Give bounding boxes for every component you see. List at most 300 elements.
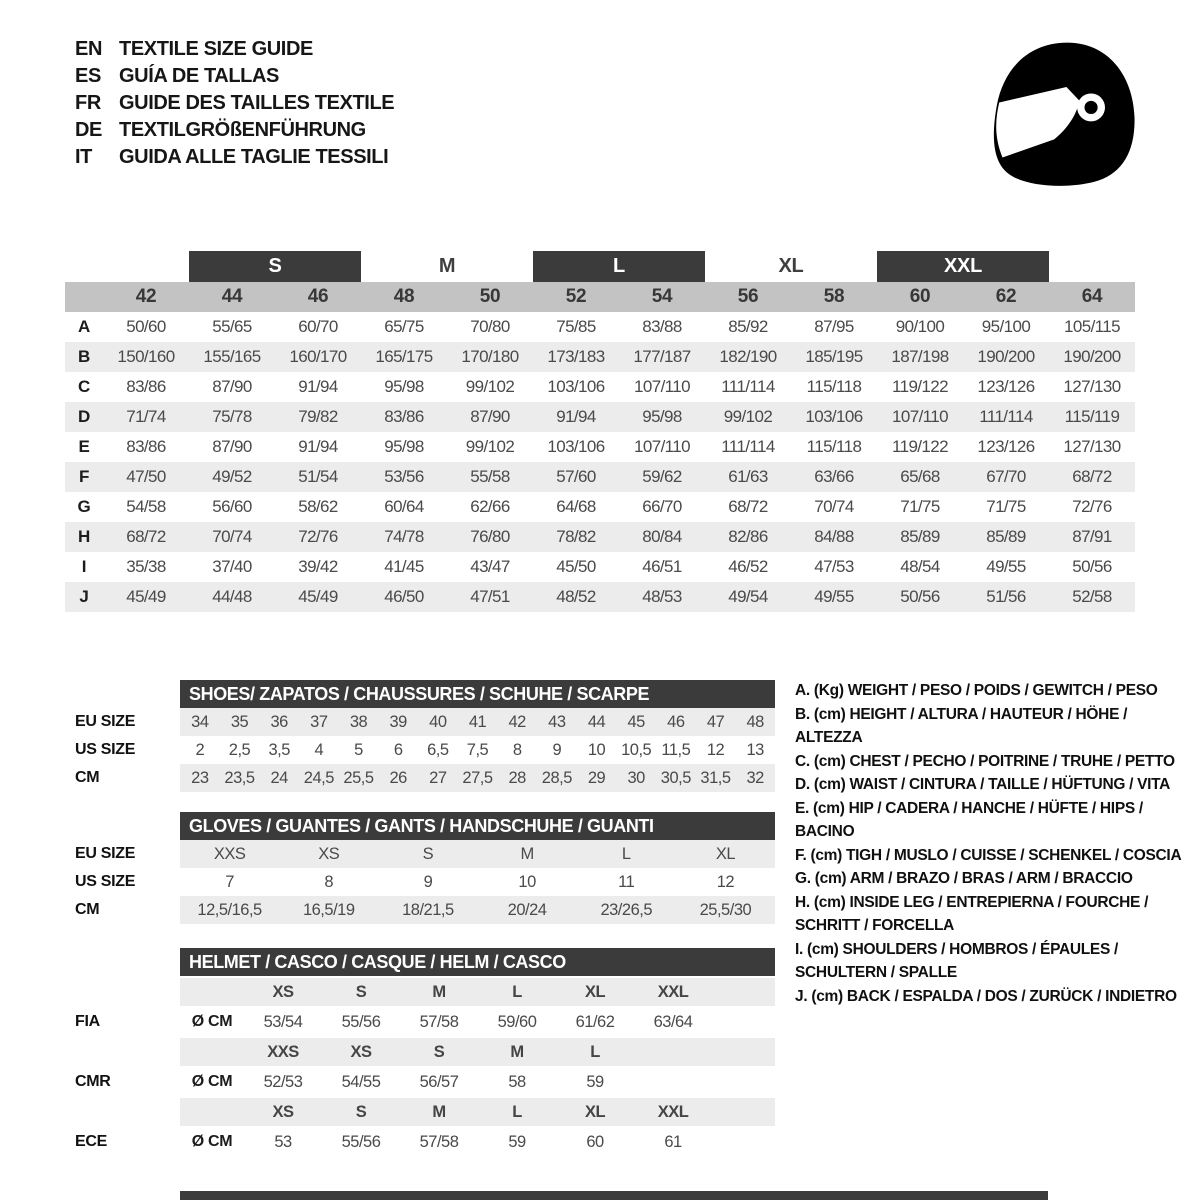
measurement-cell: 182/190 — [719, 347, 777, 366]
measurement-cell: 111/114 — [721, 437, 775, 456]
measurement-cell: 155/165 — [203, 347, 261, 366]
measurement-cell: 115/118 — [806, 377, 862, 396]
helmet-size-label: XL — [584, 982, 606, 1001]
helmet-standard-label: ECE — [75, 1133, 107, 1150]
helmet-cell: 54/55 — [341, 1072, 381, 1091]
helmet-cell: 55/56 — [341, 1012, 381, 1031]
measurement-legend — [795, 679, 1187, 1008]
helmet-values-row — [180, 1068, 775, 1096]
measurement-cell: 45/50 — [556, 557, 596, 576]
legend-item: E. (cm) HIP / CADERA / HANCHE / HÜFTE / HIPS / BACINO — [795, 799, 1143, 840]
shoes-cell: 2 — [195, 740, 205, 759]
measurement-cell: 61/63 — [728, 467, 768, 486]
helmet-cell: 59 — [586, 1072, 604, 1091]
measurement-cell: 46/50 — [384, 587, 424, 606]
size-column-header: 50 — [479, 286, 501, 307]
measurement-cell: 60/64 — [384, 497, 424, 516]
measurement-cell: 78/82 — [556, 527, 596, 546]
measurement-cell: 47/53 — [814, 557, 854, 576]
measurement-cell: 150/160 — [117, 347, 175, 366]
measurement-cell: 91/94 — [298, 437, 338, 456]
shoes-cell: 37 — [310, 712, 328, 731]
gloves-row-label: EU SIZE — [75, 845, 136, 862]
measurement-cell: 47/50 — [126, 467, 166, 486]
measurement-cell: 71/75 — [900, 497, 940, 516]
legend-item: H. (cm) INSIDE LEG / ENTREPIERNA / FOURCHE / SCHRITT / FORCELLA — [795, 893, 1149, 934]
size-column-header: 62 — [995, 286, 1017, 307]
measurement-cell: 65/68 — [900, 467, 940, 486]
measurement-cell: 49/55 — [814, 587, 854, 606]
measurement-cell: 68/72 — [728, 497, 768, 516]
shoes-row — [180, 708, 775, 736]
shoes-cell: 8 — [512, 740, 522, 759]
helmet-cell: 58 — [508, 1072, 526, 1091]
measurement-cell: 85/89 — [900, 527, 940, 546]
diameter-unit-label: Ø CM — [191, 1073, 233, 1090]
measurement-cell: 66/70 — [642, 497, 682, 516]
measurement-cell: 123/126 — [977, 437, 1035, 456]
measurement-cell: 107/110 — [634, 377, 690, 396]
language-title-list — [75, 36, 394, 171]
shoes-cell: 43 — [548, 712, 566, 731]
shoes-cell: 5 — [354, 740, 363, 759]
gloves-cell: XS — [318, 844, 340, 863]
measurement-row-label: E — [78, 437, 90, 456]
gloves-cell: 25,5/30 — [699, 900, 752, 919]
diameter-unit-label: Ø CM — [191, 1013, 233, 1030]
guide-title: TEXTILE SIZE GUIDE — [119, 38, 313, 60]
measurement-cell: 71/74 — [126, 407, 166, 426]
shoes-cell: 36 — [270, 712, 288, 731]
helmet-cell: 55/56 — [341, 1132, 381, 1151]
measurement-row-label: H — [78, 527, 90, 546]
guide-title: GUIDE DES TAILLES TEXTILE — [119, 92, 395, 114]
cropped-section-bar — [180, 1191, 1048, 1200]
measurement-cell: 123/126 — [977, 377, 1035, 396]
size-group-label: S — [189, 251, 361, 282]
measurement-cell: 85/92 — [728, 317, 768, 336]
measurement-cell: 80/84 — [642, 527, 682, 546]
measurement-cell: 70/74 — [212, 527, 252, 546]
shoes-cell: 30 — [627, 768, 645, 787]
gloves-row — [180, 868, 775, 896]
measurement-cell: 111/114 — [721, 377, 775, 396]
measurement-cell: 115/118 — [806, 437, 862, 456]
measurement-cell: 185/195 — [805, 347, 863, 366]
measurement-cell: 83/86 — [126, 437, 166, 456]
measurement-cell: 82/86 — [728, 527, 768, 546]
legend-item: G. (cm) ARM / BRAZO / BRAS / ARM / BRACCIO — [795, 870, 1133, 887]
helmet-cell: 61/62 — [575, 1012, 615, 1031]
measurement-cell: 53/56 — [384, 467, 424, 486]
shoes-row — [180, 736, 775, 764]
helmet-size-label: M — [432, 1102, 446, 1121]
measurement-cell: 103/106 — [547, 377, 605, 396]
measurement-row — [65, 552, 1135, 582]
measurement-cell: 75/78 — [212, 407, 252, 426]
measurement-row — [65, 462, 1135, 492]
measurement-cell: 45/49 — [298, 587, 338, 606]
shoes-row-label: EU SIZE — [75, 713, 136, 730]
shoes-row-label: CM — [75, 769, 100, 786]
size-column-header: 56 — [737, 286, 759, 307]
helmet-cell: 59/60 — [497, 1012, 537, 1031]
gloves-cell: M — [520, 844, 534, 863]
measurement-cell: 90/100 — [895, 317, 945, 336]
helmet-size-label: L — [590, 1042, 600, 1061]
measurement-cell: 68/72 — [1072, 467, 1112, 486]
shoes-cell: 26 — [389, 768, 407, 787]
helmet-cell: 56/57 — [419, 1072, 459, 1091]
measurement-cell: 170/180 — [461, 347, 519, 366]
measurement-cell: 46/52 — [728, 557, 768, 576]
shoes-cell: 27 — [429, 768, 447, 787]
measurement-cell: 75/85 — [556, 317, 596, 336]
measurement-cell: 64/68 — [556, 497, 596, 516]
gloves-cell: 16,5/19 — [302, 900, 355, 919]
shoes-cell: 32 — [746, 768, 764, 787]
measurement-cell: 105/115 — [1064, 317, 1120, 336]
measurement-row — [65, 432, 1135, 462]
size-column-header: 54 — [651, 286, 673, 307]
gloves-row-label: CM — [75, 901, 100, 918]
measurement-cell: 70/80 — [470, 317, 510, 336]
shoes-cell: 29 — [587, 768, 606, 787]
measurement-cell: 55/65 — [212, 317, 252, 336]
helmet-cell: 53 — [274, 1132, 292, 1151]
size-column-header: 52 — [565, 286, 587, 307]
size-column-header: 42 — [135, 286, 157, 307]
language-row — [75, 144, 394, 171]
shoes-cell: 9 — [552, 740, 562, 759]
measurement-cell: 51/56 — [986, 587, 1026, 606]
measurement-cell: 127/130 — [1063, 437, 1121, 456]
measurement-row-label: B — [78, 347, 90, 366]
measurement-cell: 107/110 — [634, 437, 690, 456]
measurement-cell: 49/52 — [212, 467, 252, 486]
shoes-cell: 24,5 — [303, 768, 334, 787]
language-code: DE — [75, 119, 102, 141]
measurement-cell: 84/88 — [814, 527, 854, 546]
measurement-cell: 87/90 — [470, 407, 510, 426]
measurement-cell: 41/45 — [384, 557, 424, 576]
measurement-cell: 190/200 — [1063, 347, 1121, 366]
legend-item: I. (cm) SHOULDERS / HOMBROS / ÉPAULES / SCHULTERN / SPALLE — [795, 940, 1119, 981]
gloves-cell: 11 — [618, 872, 635, 891]
measurement-cell: 50/60 — [126, 317, 166, 336]
measurement-cell: 63/66 — [814, 467, 854, 486]
language-row — [75, 63, 394, 90]
shoes-row — [180, 764, 775, 792]
shoes-cell: 10 — [587, 740, 606, 759]
size-group-label: L — [533, 251, 705, 282]
measurement-cell: 95/98 — [384, 377, 424, 396]
guide-title: GUIDA ALLE TAGLIE TESSILI — [119, 146, 389, 168]
helmet-size-label: S — [433, 1042, 445, 1061]
measurement-cell: 87/95 — [814, 317, 854, 336]
size-column-header: 46 — [307, 286, 329, 307]
measurement-row-label: F — [78, 467, 90, 486]
measurement-cell: 79/82 — [298, 407, 338, 426]
measurement-cell: 47/51 — [470, 587, 510, 606]
measurement-cell: 49/55 — [986, 557, 1026, 576]
measurement-cell: 49/54 — [728, 587, 768, 606]
measurement-row-label: G — [77, 497, 91, 516]
measurement-cell: 87/91 — [1072, 527, 1112, 546]
helmet-cell: 60 — [586, 1132, 604, 1151]
gloves-cell: XL — [715, 844, 735, 863]
measurement-row — [65, 312, 1135, 342]
language-code: EN — [75, 38, 102, 60]
gloves-cell: XXS — [213, 844, 246, 863]
measurement-cell: 68/72 — [126, 527, 166, 546]
gloves-cell: S — [422, 844, 434, 863]
language-row — [75, 36, 394, 63]
helmet-size-label: XXS — [267, 1042, 299, 1061]
measurement-cell: 65/75 — [384, 317, 424, 336]
language-row — [75, 90, 394, 117]
helmet-size-label: M — [510, 1042, 524, 1061]
shoes-cell: 42 — [508, 712, 526, 731]
shoes-cell: 10,5 — [621, 740, 652, 759]
measurement-cell: 103/106 — [547, 437, 605, 456]
shoes-cell: 11,5 — [661, 740, 691, 759]
measurement-cell: 76/80 — [470, 527, 510, 546]
measurement-cell: 71/75 — [986, 497, 1026, 516]
shoes-cell: 27,5 — [462, 768, 493, 787]
shoes-cell: 23 — [191, 768, 209, 787]
measurement-row — [65, 582, 1135, 612]
helmet-size-label: S — [355, 982, 367, 1001]
measurement-cell: 87/90 — [212, 377, 252, 396]
measurement-cell: 45/49 — [126, 587, 166, 606]
gloves-cell: 10 — [518, 872, 536, 891]
shoes-cell: 48 — [746, 712, 764, 731]
measurement-row-label: A — [78, 317, 90, 336]
measurement-cell: 62/66 — [470, 497, 510, 516]
measurement-cell: 72/76 — [1072, 497, 1112, 516]
gloves-cell: 12 — [716, 872, 735, 891]
gloves-cell: 8 — [324, 872, 334, 891]
helmet-size-header-row — [180, 978, 775, 1006]
measurement-cell: 48/52 — [556, 587, 596, 606]
shoes-cell: 28 — [508, 768, 526, 787]
shoes-cell: 47 — [706, 712, 725, 731]
shoes-cell: 3,5 — [268, 740, 290, 759]
measurement-row-label: J — [79, 587, 89, 606]
measurement-cell: 127/130 — [1063, 377, 1121, 396]
shoes-cell: 44 — [587, 712, 606, 731]
shoes-cell: 24 — [270, 768, 288, 787]
measurement-row-label: D — [78, 407, 90, 426]
size-column-header: 44 — [221, 286, 243, 307]
helmet-size-label: XS — [350, 1042, 372, 1061]
shoes-cell: 6,5 — [427, 740, 449, 759]
measurement-cell: 35/38 — [126, 557, 166, 576]
numeric-size-header-row — [65, 282, 1135, 312]
helmet-standard-label: CMR — [75, 1073, 111, 1090]
helmet-size-header-row — [180, 1038, 775, 1066]
shoes-cell: 30,5 — [660, 768, 691, 787]
shoes-cell: 23,5 — [224, 768, 255, 787]
helmet-size-label: L — [512, 982, 522, 1001]
shoes-cell: 31,5 — [700, 768, 731, 787]
measurement-cell: 55/58 — [470, 467, 510, 486]
helmet-size-header-row — [180, 1098, 775, 1126]
language-code: FR — [75, 92, 101, 114]
measurement-cell: 70/74 — [814, 497, 854, 516]
shoes-cell: 12 — [706, 740, 725, 759]
gloves-row — [180, 840, 775, 868]
helmet-cell: 63/64 — [653, 1012, 693, 1031]
measurement-cell: 115/119 — [1064, 407, 1120, 426]
shoes-cell: 34 — [191, 712, 209, 731]
helmet-size-label: XL — [584, 1102, 606, 1121]
shoes-cell: 13 — [746, 740, 764, 759]
gloves-cell: 23/26,5 — [600, 900, 653, 919]
measurement-cell: 107/110 — [892, 407, 948, 426]
measurement-cell: 50/56 — [1072, 557, 1112, 576]
shoes-cell: 39 — [389, 712, 407, 731]
measurement-cell: 87/90 — [212, 437, 252, 456]
legend-item: J. (cm) BACK / ESPALDA / DOS / ZURÜCK / INDIETRO — [795, 987, 1177, 1005]
helmet-size-label: L — [512, 1102, 522, 1121]
shoes-cell: 38 — [349, 712, 368, 731]
helmet-cell: 61 — [664, 1132, 682, 1151]
measurement-cell: 187/198 — [891, 347, 949, 366]
size-column-header: 60 — [909, 286, 931, 307]
gloves-cell: 20/24 — [507, 900, 547, 919]
guide-title: GUÍA DE TALLAS — [119, 65, 279, 87]
measurement-cell: 83/86 — [126, 377, 166, 396]
measurement-cell: 59/62 — [642, 467, 682, 486]
shoes-cell: 45 — [627, 712, 645, 731]
measurement-cell: 43/47 — [470, 557, 510, 576]
helmet-standard-label: FIA — [75, 1013, 100, 1030]
legend-item: D. (cm) WAIST / CINTURA / TAILLE / HÜFTUNG / VITA — [795, 776, 1171, 793]
size-column-header: 58 — [823, 286, 845, 307]
measurement-cell: 48/54 — [900, 557, 940, 576]
measurement-cell: 51/54 — [298, 467, 338, 486]
measurement-cell: 165/175 — [375, 347, 433, 366]
gloves-cell: 9 — [423, 872, 433, 891]
helmet-cell: 59 — [508, 1132, 526, 1151]
measurement-cell: 91/94 — [556, 407, 596, 426]
guide-title: TEXTILGRÖßENFÜHRUNG — [119, 119, 366, 141]
measurement-cell: 85/89 — [986, 527, 1026, 546]
measurement-cell: 72/76 — [298, 527, 338, 546]
gloves-row-label: US SIZE — [75, 873, 136, 890]
measurement-cell: 44/48 — [212, 587, 252, 606]
shoes-row-label: US SIZE — [75, 741, 136, 758]
helmet-size-label: XS — [272, 982, 294, 1001]
measurement-row — [65, 522, 1135, 552]
measurement-cell: 37/40 — [212, 557, 252, 576]
language-code: ES — [75, 65, 101, 87]
measurement-cell: 177/187 — [633, 347, 691, 366]
measurement-cell: 99/102 — [723, 407, 773, 426]
measurement-cell: 190/200 — [977, 347, 1035, 366]
gloves-cell: L — [621, 844, 631, 863]
shoes-cell: 6 — [393, 740, 403, 759]
helmet-values-row — [180, 1128, 775, 1156]
measurement-cell: 57/60 — [556, 467, 596, 486]
measurement-row-label: I — [81, 557, 87, 576]
helmet-cell: 53/54 — [263, 1012, 303, 1031]
shoes-cell: 28,5 — [541, 768, 572, 787]
measurement-row — [65, 372, 1135, 402]
measurement-cell: 56/60 — [212, 497, 252, 516]
measurement-cell: 50/56 — [900, 587, 940, 606]
helmet-size-label: XXL — [657, 982, 689, 1001]
size-group-label: M — [438, 255, 456, 277]
shoes-cell: 4 — [314, 740, 324, 759]
helmet-size-label: S — [355, 1102, 367, 1121]
gloves-cell: 12,5/16,5 — [197, 900, 262, 919]
shoes-table-title: SHOES/ ZAPATOS / CHAUSSURES / SCHUHE / SCARPE — [180, 680, 775, 708]
shoes-cell: 35 — [230, 712, 249, 731]
legend-item: B. (cm) HEIGHT / ALTURA / HAUTEUR / HÖHE / ALTEZZA — [795, 705, 1128, 746]
measurement-cell: 103/106 — [805, 407, 863, 426]
size-group-header-row — [65, 251, 1135, 282]
size-column-header: 48 — [393, 286, 415, 307]
helmet-cell: 52/53 — [263, 1072, 303, 1091]
helmet-size-label: XXL — [657, 1102, 689, 1121]
measurement-cell: 119/122 — [892, 377, 948, 396]
racing-helmet-icon — [982, 32, 1146, 196]
diameter-unit-label: Ø CM — [191, 1133, 233, 1150]
measurement-cell: 39/42 — [298, 557, 338, 576]
gloves-cell: 7 — [225, 872, 234, 891]
size-column-header: 64 — [1081, 286, 1103, 307]
measurement-cell: 95/98 — [642, 407, 682, 426]
measurement-row — [65, 342, 1135, 372]
measurement-cell: 83/86 — [384, 407, 424, 426]
measurement-cell: 99/102 — [465, 377, 515, 396]
measurement-cell: 67/70 — [986, 467, 1026, 486]
measurement-cell: 54/58 — [126, 497, 166, 516]
helmet-size-label: XS — [272, 1102, 294, 1121]
legend-item: C. (cm) CHEST / PECHO / POITRINE / TRUHE / PETTO — [795, 752, 1175, 770]
measurement-cell: 74/78 — [384, 527, 424, 546]
measurement-cell: 58/62 — [298, 497, 338, 516]
measurement-cell: 95/98 — [384, 437, 424, 456]
measurement-cell: 95/100 — [981, 317, 1031, 336]
size-group-label: XXL — [877, 251, 1049, 282]
shoes-cell: 40 — [429, 712, 447, 731]
measurement-cell: 48/53 — [642, 587, 682, 606]
measurement-row — [65, 402, 1135, 432]
measurement-cell: 119/122 — [892, 437, 948, 456]
measurement-cell: 60/70 — [298, 317, 338, 336]
shoes-cell: 46 — [667, 712, 685, 731]
measurement-cell: 160/170 — [289, 347, 347, 366]
measurement-cell: 52/58 — [1072, 587, 1112, 606]
helmet-table-title: HELMET / CASCO / CASQUE / HELM / CASCO — [180, 948, 775, 976]
helmet-values-row — [180, 1008, 775, 1036]
gloves-cell: 18/21,5 — [402, 900, 454, 919]
shoes-cell: 2,5 — [228, 740, 251, 759]
helmet-cell: 57/58 — [419, 1012, 459, 1031]
helmet-size-label: M — [432, 982, 446, 1001]
measurement-cell: 91/94 — [298, 377, 338, 396]
main-size-table — [65, 251, 1135, 612]
gloves-table-title: GLOVES / GUANTES / GANTS / HANDSCHUHE / GUANTI — [180, 812, 775, 840]
measurement-row — [65, 492, 1135, 522]
gloves-row — [180, 896, 775, 924]
measurement-cell: 173/183 — [547, 347, 605, 366]
measurement-cell: 46/51 — [642, 557, 682, 576]
